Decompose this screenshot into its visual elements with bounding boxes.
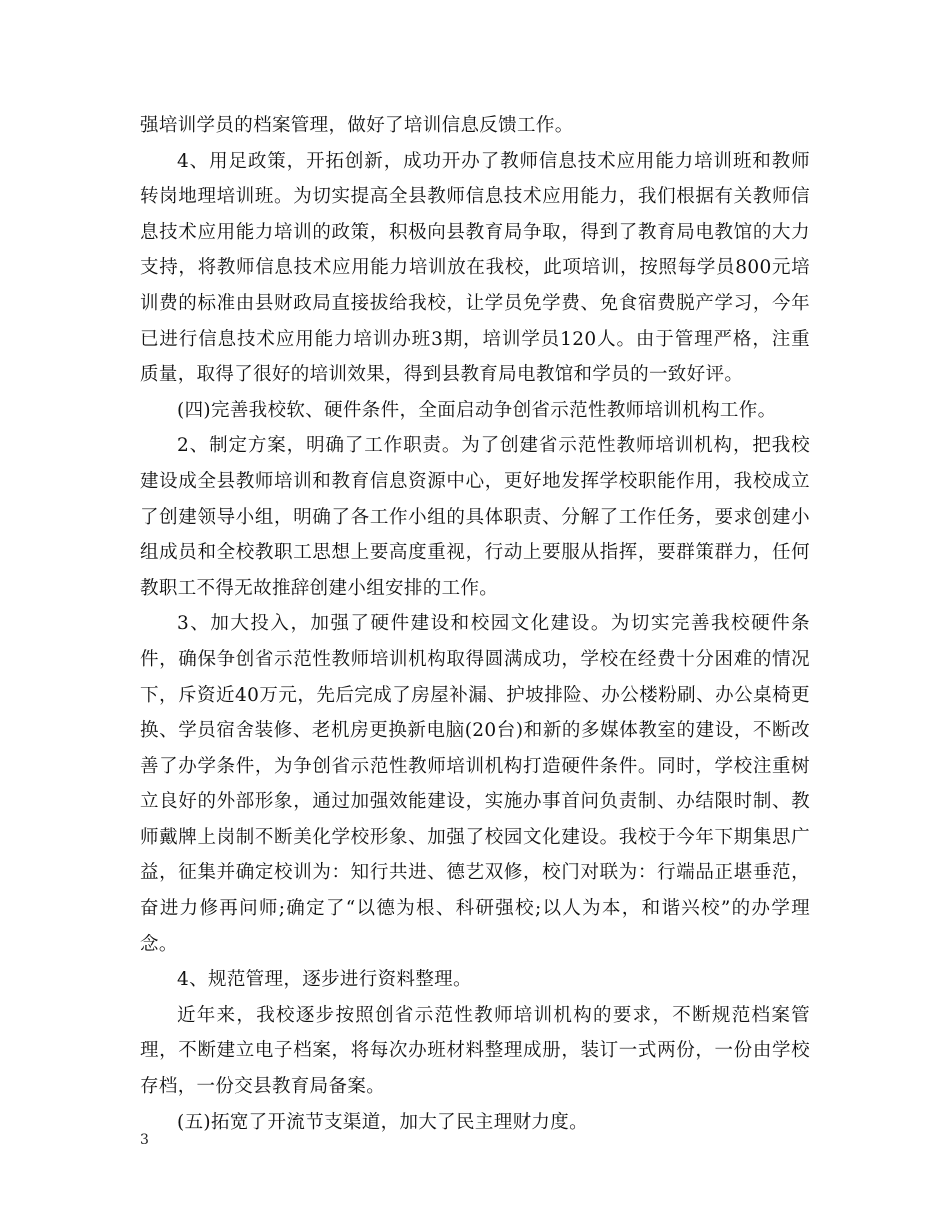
paragraph-investment-campus-culture: 3、加大投入，加强了硬件建设和校园文化建设。为切实完善我校硬件条件，确保争创省示范性教师培训机构取得圆满成功，学校在经费十分困难的情况下，斥资近40万元，先后完成了房屋补漏、护坡排险、办公楼粉刷、办公桌椅更换、学员宿舍装修、老机房更换新电脑(20台)和新的多媒体教室的建设，不断改善了办学条件，为争创省示范性教师培训机构打造硬件条件。同时，学校注重树立良好的外部形象，通过加强效能建设，实施办事首问负责制、办结限时制、教师戴牌上岗制不断美化学校形象、加强了校园文化建设。我校于今年下期集思广益，征集并确定校训为：知行共进、德艺双修，校门对联为：行端品正堪垂范，奋进力修再问师;确定了“以德为根、科研强校;以人为本，和谐兴校”的办学理念。: [140, 613, 810, 955]
paragraph-plan-duties: 2、制定方案，明确了工作职责。为了创建省示范性教师培训机构，把我校建设成全县教师培训和教育信息资源中心，更好地发挥学校职能作用，我校成立了创建领导小组，明确了各工作小组的具体职责、分解了工作任务，要求创建小组成员和全校教职工思想上要高度重视，行动上要服从指挥，要群策群力，任何教职工不得无故推辞创建小组安排的工作。: [140, 435, 810, 599]
paragraph-archive-management: 近年来，我校逐步按照创省示范性教师培训机构的要求，不断规范档案管理，不断建立电子档案，将每次办班材料整理成册，装订一式两份，一份由学校存档，一份交县教育局备案。: [140, 1004, 810, 1098]
paragraph-continuation: 强培训学员的档案管理，做好了培训信息反馈工作。: [140, 115, 574, 136]
page-number: 3: [140, 1132, 149, 1148]
section-heading-five: (五)拓宽了开流节支渠道，加大了民主理财力度。: [177, 1111, 588, 1133]
paragraph-standard-management-heading: 4、规范管理，逐步进行资料整理。: [177, 969, 472, 991]
paragraph-policy-innovation: 4、用足政策，开拓创新，成功开办了教师信息技术应用能力培训班和教师转岗地理培训班。为切实提高全县教师信息技术应用能力，我们根据有关教师信息技术应用能力培训的政策，积极向县教育局争取，得到了教育局电教馆的大力支持，将教师信息技术应用能力培训放在我校，此项培训，按照每学员800元培训费的标准由县财政局直接拔给我校，让学员免学费、免食宿费脱产学习，今年已进行信息技术应用能力培训办班3期，培训学员120人。由于管理严格，注重质量，取得了很好的培训效果，得到县教育局电教馆和学员的一致好评。: [140, 150, 810, 386]
document-body: [140, 108, 810, 1140]
section-heading-four: (四)完善我校软、硬件条件，全面启动争创省示范性教师培训机构工作。: [177, 399, 777, 421]
